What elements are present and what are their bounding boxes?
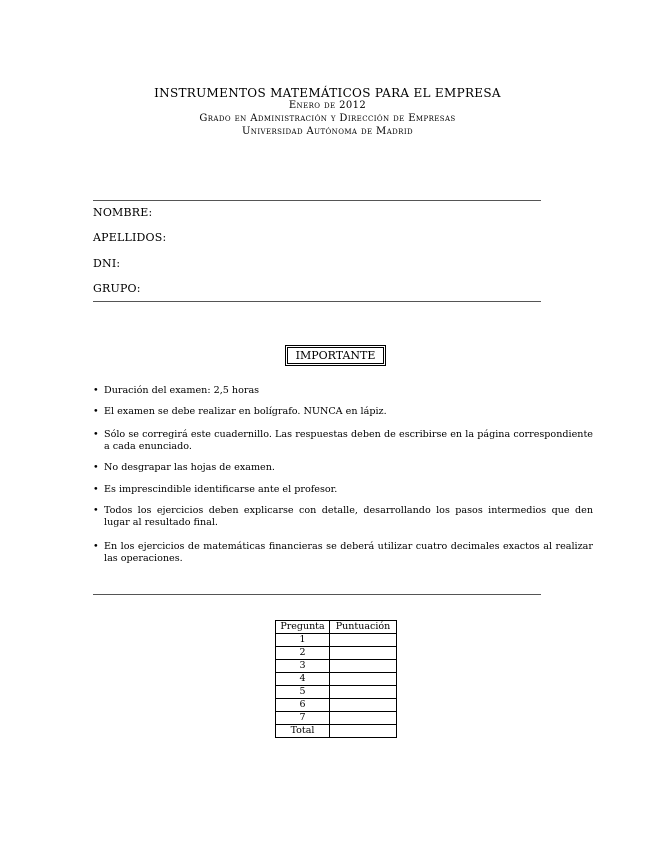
table-row bbox=[276, 660, 397, 673]
degree-program: Grado en Administración y Dirección de Empresas bbox=[199, 113, 456, 124]
field-nombre: NOMBRE: bbox=[93, 206, 153, 219]
exam-title: INSTRUMENTOS MATEMÁTICOS PARA EL EMPRESA bbox=[154, 86, 501, 100]
score-cell bbox=[330, 660, 397, 673]
important-heading: IMPORTANTE bbox=[287, 347, 384, 364]
table-header-row bbox=[276, 621, 397, 634]
field-apellidos: APELLIDOS: bbox=[93, 231, 167, 244]
table-row bbox=[276, 673, 397, 686]
field-dni: DNI: bbox=[93, 257, 121, 270]
question-number: 4 bbox=[276, 673, 330, 686]
bullet-icon: • bbox=[93, 406, 99, 417]
top-divider bbox=[93, 200, 541, 201]
score-cell bbox=[330, 699, 397, 712]
table-row bbox=[276, 634, 397, 647]
bullet-icon: • bbox=[93, 484, 99, 495]
list-item: • El examen se debe realizar en bolígrafo. NUNCA en lápiz. bbox=[93, 406, 387, 417]
column-header-puntuacion: Puntuación bbox=[330, 621, 397, 634]
score-cell bbox=[330, 673, 397, 686]
list-item: • Duración del examen: 2,5 horas bbox=[93, 385, 260, 396]
score-table bbox=[275, 620, 397, 738]
list-item: • Sólo se corregirá este cuadernillo. Las respuestas deben de escribirse en la página correspondiente a cada enunciado. bbox=[93, 429, 593, 452]
bullet-icon: • bbox=[93, 462, 99, 473]
list-item: • Todos los ejercicios deben explicarse con detalle, desarrollando los pasos intermedios que den lugar al resultado final. bbox=[93, 505, 593, 528]
table-row bbox=[276, 725, 397, 738]
list-item: • En los ejercicios de matemáticas financieras se deberá utilizar cuatro decimales exactos al realizar las operaciones. bbox=[93, 541, 593, 564]
table-row bbox=[276, 712, 397, 725]
score-cell bbox=[330, 712, 397, 725]
university-name: Universidad Autónoma de Madrid bbox=[241, 126, 414, 137]
fields-bottom-divider bbox=[93, 301, 541, 302]
bullet-icon: • bbox=[93, 385, 99, 396]
list-item: • Es imprescindible identificarse ante el profesor. bbox=[93, 484, 338, 495]
table-row bbox=[276, 686, 397, 699]
score-cell bbox=[330, 634, 397, 647]
column-header-pregunta: Pregunta bbox=[276, 621, 330, 634]
question-number: 2 bbox=[276, 647, 330, 660]
bullet-icon: • bbox=[93, 505, 99, 516]
bottom-divider bbox=[93, 594, 541, 595]
question-number: 7 bbox=[276, 712, 330, 725]
question-number: 3 bbox=[276, 660, 330, 673]
bullet-icon: • bbox=[93, 429, 99, 440]
question-number: 6 bbox=[276, 699, 330, 712]
table-row bbox=[276, 699, 397, 712]
field-grupo: GRUPO: bbox=[93, 282, 141, 295]
exam-date: Enero de 2012 bbox=[288, 100, 367, 111]
total-score-cell bbox=[330, 725, 397, 738]
score-cell bbox=[330, 647, 397, 660]
total-label: Total bbox=[276, 725, 330, 738]
bullet-icon: • bbox=[93, 541, 99, 552]
table-row bbox=[276, 647, 397, 660]
list-item: • No desgrapar las hojas de examen. bbox=[93, 462, 275, 473]
question-number: 5 bbox=[276, 686, 330, 699]
question-number: 1 bbox=[276, 634, 330, 647]
score-cell bbox=[330, 686, 397, 699]
